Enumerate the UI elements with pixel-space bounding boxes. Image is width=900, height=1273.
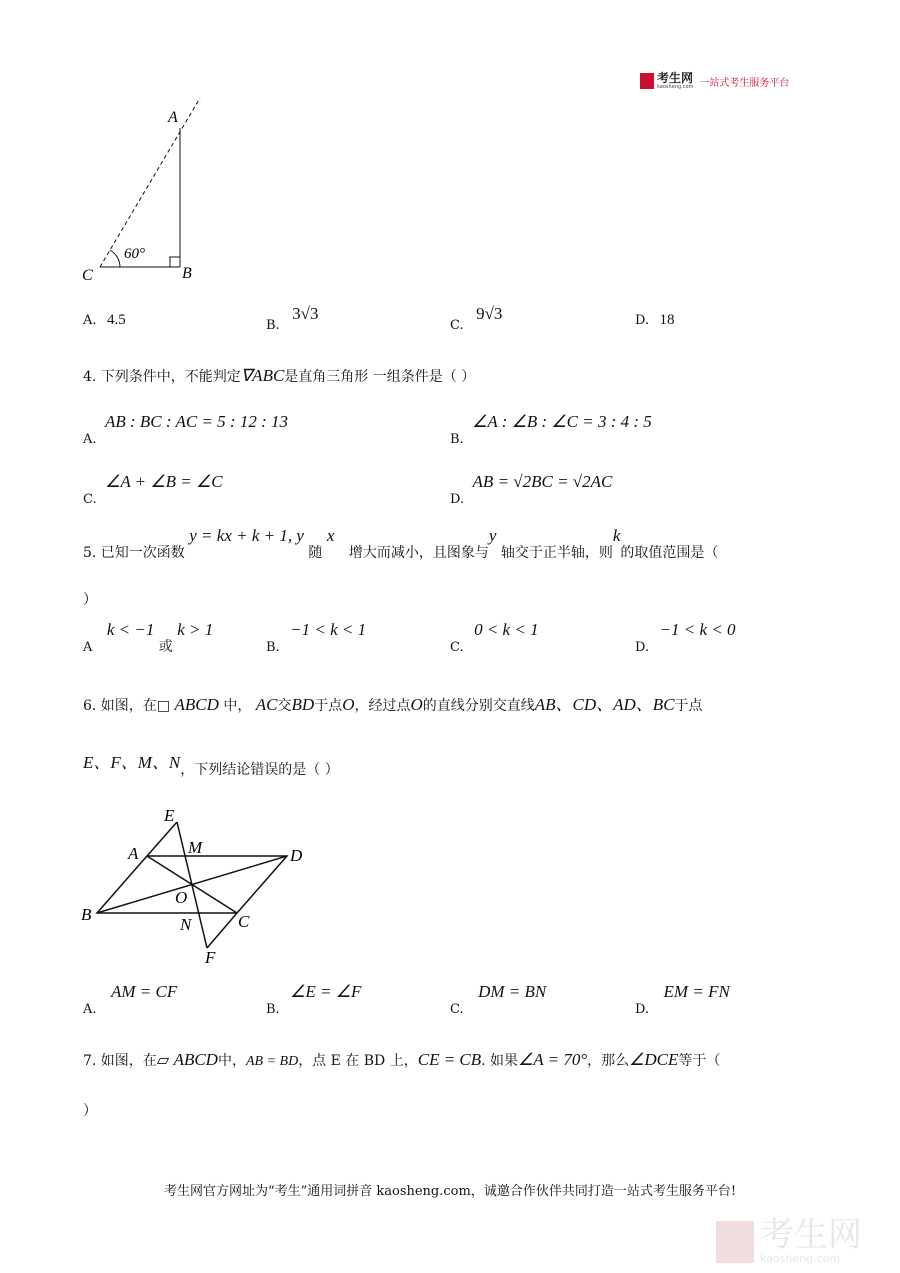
q4-option-c[interactable]: C. ∠A + ∠B = ∠C [83, 472, 223, 507]
figure-right-triangle [70, 90, 220, 290]
q6-stem-line2: E、F、M、N，下列结论错误的是（ ） [83, 753, 339, 778]
watermark-name: 考生网 [760, 1215, 862, 1255]
q5-option-d[interactable]: D. −1 < k < 0 [635, 620, 736, 655]
label-a: A [168, 109, 178, 126]
q6-option-d[interactable]: D. EM = FN [635, 982, 730, 1017]
q5-option-b[interactable]: B. −1 < k < 1 [266, 620, 367, 655]
q3-option-d[interactable]: D. 18 [635, 312, 675, 328]
extension-ae [147, 822, 177, 856]
q3-option-c[interactable]: C. 9√3 [450, 304, 503, 333]
q5-stem: 5. 已知一次函数 y = kx + k + 1, y 随 x 增大而减小，且图象与y 轴交于正半轴，则k的取值范围是（ [83, 526, 719, 561]
logo-text-block [657, 72, 693, 90]
label-e: E [164, 806, 175, 825]
logo-domain: kaosheng.com [657, 84, 694, 90]
label-c: C [238, 912, 250, 931]
header-slogan: 一站式考生服务平台 [699, 77, 790, 89]
q4-option-a[interactable]: A. AB : BC : AC = 5 : 12 : 13 [83, 412, 289, 447]
dashed-line-ca [100, 98, 200, 267]
header-logo [640, 72, 789, 90]
right-angle-mark [170, 257, 180, 267]
watermark [716, 1215, 862, 1265]
watermark-domain: kaosheng.com [760, 1252, 841, 1265]
q6-option-c[interactable]: C. DM = BN [450, 982, 547, 1017]
angle-arc [110, 250, 120, 267]
label-n: N [180, 915, 192, 934]
q4-option-d[interactable]: D. AB = √2BC = √2AC [450, 472, 613, 507]
label-m: M [188, 838, 203, 857]
extension-cf [207, 913, 237, 948]
q7-stem-close: ） [83, 1103, 97, 1119]
watermark-logo-icon [716, 1221, 754, 1263]
footer-note: 考生网官方网址为“考生”通用词拼音 kaosheng.com，诚邀合作伙伴共同打造一站式考生服务平台! [163, 1184, 737, 1199]
q5-option-c[interactable]: C. 0 < k < 1 [450, 620, 539, 655]
q4-stem: 4. 下列条件中，不能判定∇ABC是直角三角形 一组条件是（ ） [83, 366, 476, 385]
q7-stem: 7. 如图，在▱ ABCD中，AB = BD，点 E 在 BD 上，CE = CB. 如果∠A = 70°，那么∠DCE等于（ [83, 1050, 721, 1069]
q5-stem-close: ） [83, 592, 97, 608]
q6-stem: 6. 如图，在□ ABCD 中， AC交BD于点O，经过点O的直线分别交直线AB、CD、AD、BC于点 [83, 695, 703, 714]
label-f: F [205, 948, 216, 967]
watermark-text-block [760, 1215, 862, 1265]
q4-option-b[interactable]: B. ∠A : ∠B : ∠C = 3 : 4 : 5 [450, 412, 652, 447]
logo-name: 考生网 [657, 71, 694, 85]
label-b: B [81, 905, 92, 924]
logo-icon [640, 73, 654, 89]
label-d: D [290, 846, 303, 865]
q6-option-a[interactable]: A. AM = CF [83, 982, 178, 1017]
q3-option-b[interactable]: B. 3√3 [266, 304, 319, 333]
label-b: B [182, 265, 192, 282]
q3-option-a[interactable]: A. 4.5 [83, 312, 126, 328]
label-o: O [175, 888, 188, 907]
q5-option-a[interactable]: A k < −1 或 k > 1 [83, 620, 214, 655]
label-angle: 60° [124, 246, 145, 262]
label-a: A [128, 844, 139, 863]
label-c: C [82, 267, 93, 284]
figure-parallelogram [70, 795, 330, 975]
q6-option-b[interactable]: B. ∠E = ∠F [266, 982, 362, 1017]
